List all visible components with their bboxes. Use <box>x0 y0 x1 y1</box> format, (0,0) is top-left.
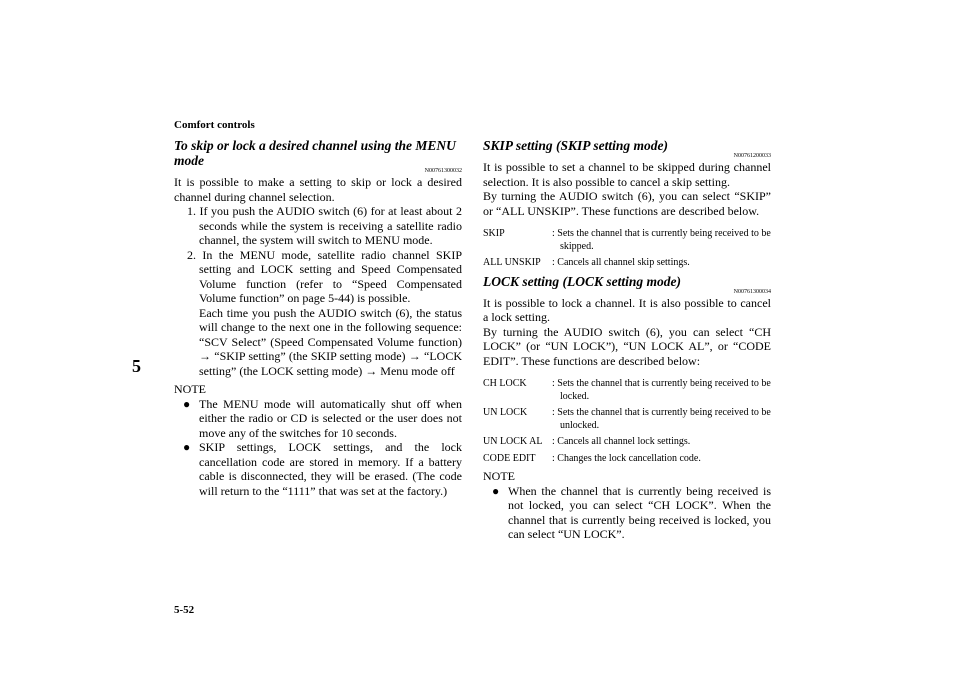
step-2-continued: Each time you push the AUDIO switch (6), the status will change to the next one in the following sequence: “SCV Select” (Speed Compensated Volume function) → “SKIP setting” (the SKIP setting mode) → “LOCK setting” (the LOCK setting mode) → Menu mode off <box>199 305 462 378</box>
table-row <box>483 436 771 449</box>
chapter-tab: 5 <box>132 356 141 376</box>
lock-paragraph-1: It is possible to lock a channel. It is also possible to cancel a lock setting. <box>483 295 771 324</box>
function-desc: : Sets the channel that is currently being received to be unlocked. <box>552 407 771 431</box>
skip-paragraph-1: It is possible to set a channel to be skipped during channel selection. It is also possible to cancel a skip setting. <box>483 160 771 189</box>
note-item <box>483 484 771 542</box>
function-key: CODE EDIT <box>483 452 536 464</box>
section-title: Comfort controls <box>174 119 255 131</box>
function-desc: : Cancels all channel lock settings. <box>552 436 691 447</box>
note-text: The MENU mode will automatically shut off when either the radio or CD is selected or the user does not move any of the switches for 10 seconds. <box>199 396 462 440</box>
note-item <box>174 397 462 441</box>
note-label: NOTE <box>483 469 515 483</box>
bullet-icon: ● <box>183 440 191 454</box>
skip-function-table <box>483 228 771 270</box>
skip-paragraph-2: By turning the AUDIO switch (6), you can select “SKIP” or “ALL UNSKIP”. These functions are described below. <box>483 189 771 218</box>
lock-code: N00761300034 <box>733 288 771 295</box>
skip-lock-heading: To skip or lock a desired channel using the MENU mode <box>174 138 456 168</box>
function-desc: : Sets the channel that is currently being received to be locked. <box>552 378 771 402</box>
bullet-icon: ● <box>183 396 191 411</box>
lock-paragraph-2: By turning the AUDIO switch (6), you can select “CH LOCK” (or “UN LOCK”), “UN LOCK AL”, or “CODE EDIT”. These functions are described below: <box>483 324 771 368</box>
right-column <box>483 138 771 542</box>
section-code: N00761300032 <box>424 168 462 174</box>
step-1: 1. If you push the AUDIO switch (6) for at least about 2 seconds while the system is receiving a satellite radio channel, the system will switch to MENU mode. <box>187 204 462 247</box>
table-row <box>483 407 771 432</box>
function-desc: : Changes the lock cancellation code. <box>552 452 701 464</box>
note-label: NOTE <box>174 382 206 396</box>
function-key: UN LOCK <box>483 407 528 418</box>
function-key: CH LOCK <box>483 378 527 389</box>
table-row <box>483 228 771 253</box>
function-key: SKIP <box>483 228 505 239</box>
function-desc: : Cancels all channel skip settings. <box>552 257 690 268</box>
bullet-icon: ● <box>492 483 500 498</box>
table-row <box>483 378 771 403</box>
lock-setting-heading: LOCK setting (LOCK setting mode) <box>483 273 682 289</box>
intro-paragraph: It is possible to make a setting to skip or lock a desired channel during channel selection. <box>174 175 462 204</box>
skip-setting-heading: SKIP setting (SKIP setting mode) <box>483 138 669 153</box>
step-2: 2. In the MENU mode, satellite radio channel SKIP setting and LOCK setting and Speed Compensated Volume function (refer to “Speed Compensated Volume function” on page 5-44) is possible. <box>187 247 462 305</box>
lock-function-table <box>483 378 771 465</box>
function-desc: : Sets the channel that is currently being received to be skipped. <box>552 228 771 252</box>
page-number: 5-52 <box>174 604 195 616</box>
skip-code: N00761200033 <box>733 153 771 159</box>
left-column <box>174 138 462 498</box>
note-text: SKIP settings, LOCK settings, and the lock cancellation code are stored in memory. If a battery cable is disconnected, they will be erased. (The code will return to the “1111” that was set at the factory.) <box>199 440 462 498</box>
function-key: UN LOCK AL <box>483 436 543 447</box>
note-item <box>174 440 462 498</box>
function-key: ALL UNSKIP <box>483 257 541 268</box>
table-row <box>483 453 771 466</box>
table-row <box>483 257 771 270</box>
note-text: When the channel that is currently being received is not locked, you can select “CH LOCK”. When the channel that is currently being received is locked, you can select “UN LOCK”. <box>508 483 771 541</box>
